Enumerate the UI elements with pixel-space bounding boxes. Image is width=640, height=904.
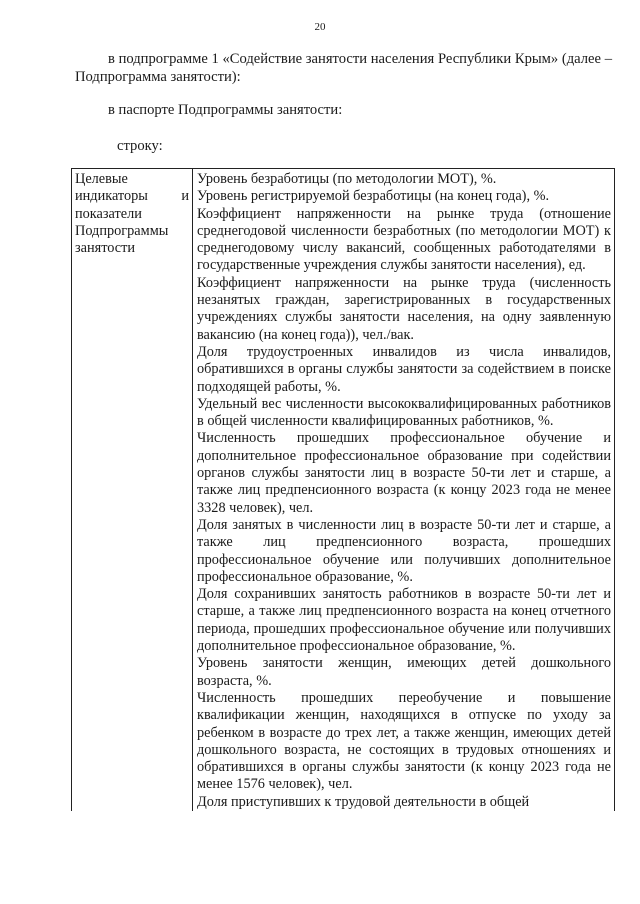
page-bottom-margin bbox=[71, 861, 616, 904]
indicator-item: Доля трудоустроенных инвалидов из числа инвалидов, обратившихся в органы службы занятости за содействием в поиске подходящей работы, %. bbox=[197, 343, 611, 395]
indicator-item: Уровень безработицы (по методологии МОТ), %. bbox=[197, 171, 497, 187]
indicator-label-cell bbox=[72, 169, 193, 811]
indicator-item: Доля приступивших к трудовой деятельности в общей bbox=[197, 793, 530, 810]
indicator-item: Доля сохранивших занятость работников в возрасте 50-ти лет и старше, а также лиц предпенсионного возраста на конец отчетного периода, прошедших профессиональное обучение или получивших дополнительное профессиональное образование, %. bbox=[197, 586, 611, 655]
indicator-item: Удельный вес численности высококвалифицированных работников в общей численности квалифицированных работников, %. bbox=[197, 395, 611, 430]
indicator-item: Уровень регистрируемой безработицы (на конец года), %. bbox=[197, 188, 550, 205]
indicator-item: Численность прошедших профессиональное обучение и дополнительное профессиональное образование при содействии органов службы занятости лиц в возрасте 50-ти лет и старше, а также лиц предпенсионного возраста (к концу 2023 года не менее 3328 человек), чел. bbox=[197, 430, 611, 516]
indicator-item: Коэффициент напряженности на рынке труда (отношение среднегодовой численности безработных (по методологии МОТ) к среднегодовому числу вакансий, сообщенных работодателями в государственные учреждения службы занятости населения), ед. bbox=[197, 205, 611, 274]
intro-paragraph-1 bbox=[75, 50, 612, 86]
indicator-list bbox=[197, 171, 611, 811]
intro-text-3: строку: bbox=[117, 138, 163, 154]
page-number: 20 bbox=[314, 21, 326, 33]
indicator-item: Коэффициент напряженности на рынке труда (численность незанятых граждан, зарегистрированных в государственных учреждениях службы занятости населения, на одну заявленную вакансию (на конец года)), чел./вак. bbox=[197, 274, 611, 343]
indicator-value-cell bbox=[193, 169, 615, 811]
indicator-item: Уровень занятости женщин, имеющих детей дошкольного возраста, %. bbox=[197, 655, 611, 689]
intro-text-1: в подпрограмме 1 «Содействие занятости населения Республики Крым» (далее – Подпрограмма занятости): bbox=[75, 51, 612, 85]
indicator-label: Целевые индикаторы и показатели Подпрограммы занятости bbox=[75, 171, 189, 257]
intro-text-2: в паспорте Подпрограммы занятости: bbox=[108, 102, 343, 118]
indicator-item: Доля занятых в численности лиц в возрасте 50-ти лет и старше, а также лиц предпенсионного возраста, прошедших профессиональное обучение или получивших дополнительное профессиональное образование, %. bbox=[197, 516, 611, 585]
intro-paragraph-3 bbox=[75, 137, 612, 155]
indicator-item: Численность прошедших переобучение и повышение квалификации женщин, находящихся в отпуске по уходу за ребенком в возрасте до трех лет, а также женщин, имеющих детей дошкольного возраста, не состоящих в трудовых отношениях и обратившихся в органы службы занятости (к концу 2023 года не менее 1576 человек), чел. bbox=[197, 689, 611, 793]
passport-table bbox=[71, 168, 615, 811]
table-row bbox=[72, 169, 615, 811]
intro-paragraph-2 bbox=[75, 101, 612, 119]
